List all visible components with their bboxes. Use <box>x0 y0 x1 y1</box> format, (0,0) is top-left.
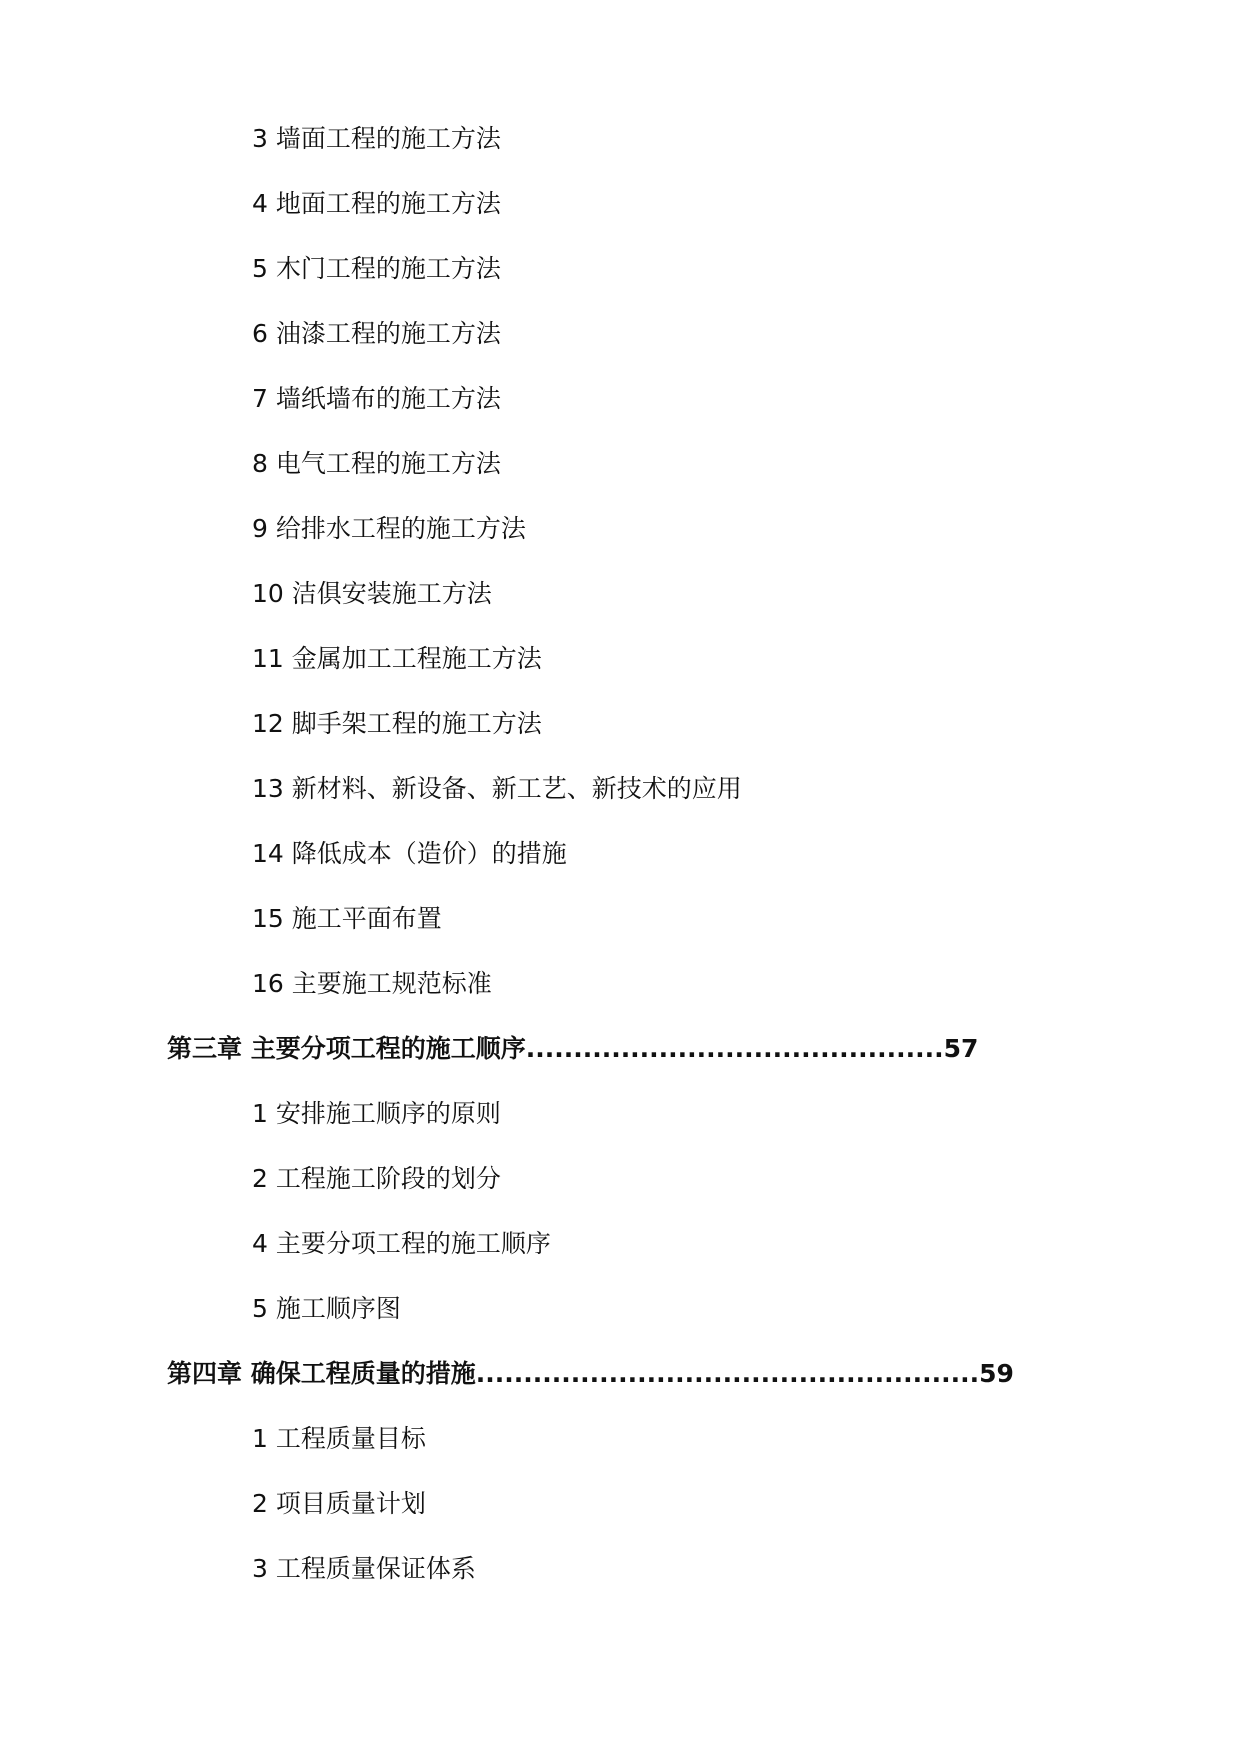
toc-entry-text: 3 工程质量保证体系 <box>252 1554 476 1583</box>
toc-entry-text: 2 项目质量计划 <box>252 1489 426 1518</box>
toc-entry <box>252 123 501 155</box>
toc-entry <box>252 968 492 1000</box>
toc-entry <box>252 448 501 480</box>
toc-entry <box>252 578 492 610</box>
toc-page-number: 57 <box>943 1034 979 1063</box>
toc-entry <box>252 1488 426 1520</box>
toc-entry-text: 13 新材料、新设备、新工艺、新技术的应用 <box>252 774 742 803</box>
toc-entry <box>252 1163 501 1195</box>
toc-chapter-entry[interactable] <box>167 1033 978 1065</box>
toc-entry <box>252 708 542 740</box>
toc-entry <box>252 1098 501 1130</box>
toc-entry-text: 11 金属加工工程施工方法 <box>252 644 542 673</box>
toc-entry-text: 8 电气工程的施工方法 <box>252 449 501 478</box>
toc-entry <box>252 513 526 545</box>
toc-dot-leader: ..................................................... <box>475 1359 980 1388</box>
toc-entry-text: 5 施工顺序图 <box>252 1294 401 1323</box>
toc-entry <box>252 383 501 415</box>
toc-entry-text: 14 降低成本（造价）的措施 <box>252 839 567 868</box>
toc-entry <box>252 773 742 805</box>
toc-entry <box>252 253 501 285</box>
toc-entry-text: 15 施工平面布置 <box>252 904 442 933</box>
toc-entry-text: 5 木门工程的施工方法 <box>252 254 501 283</box>
toc-entry <box>252 838 567 870</box>
toc-chapter-title: 第三章 主要分项工程的施工顺序 <box>167 1034 526 1063</box>
toc-entry-text: 12 脚手架工程的施工方法 <box>252 709 542 738</box>
toc-entry <box>252 1293 401 1325</box>
toc-entry-text: 4 主要分项工程的施工顺序 <box>252 1229 551 1258</box>
toc-entry-text: 16 主要施工规范标准 <box>252 969 492 998</box>
toc-entry <box>252 318 501 350</box>
toc-entry-text: 6 油漆工程的施工方法 <box>252 319 501 348</box>
toc-entry-text: 1 安排施工顺序的原则 <box>252 1099 501 1128</box>
toc-entry-text: 7 墙纸墙布的施工方法 <box>252 384 501 413</box>
toc-entry <box>252 1228 551 1260</box>
toc-entry-text: 4 地面工程的施工方法 <box>252 189 501 218</box>
toc-entry <box>252 188 501 220</box>
toc-page-number: 59 <box>979 1359 1014 1388</box>
toc-entry-text: 2 工程施工阶段的划分 <box>252 1164 501 1193</box>
toc-entry-text: 3 墙面工程的施工方法 <box>252 124 501 153</box>
toc-entry <box>252 1553 476 1585</box>
toc-entry <box>252 903 442 935</box>
toc-dot-leader: ............................................ <box>525 1034 944 1063</box>
toc-chapter-title: 第四章 确保工程质量的措施 <box>167 1359 476 1388</box>
toc-chapter-entry[interactable] <box>167 1358 1014 1390</box>
toc-entry-text: 9 给排水工程的施工方法 <box>252 514 526 543</box>
toc-entry <box>252 643 542 675</box>
toc-entry <box>252 1423 426 1455</box>
toc-entry-text: 10 洁俱安装施工方法 <box>252 579 492 608</box>
toc-entry-text: 1 工程质量目标 <box>252 1424 426 1453</box>
